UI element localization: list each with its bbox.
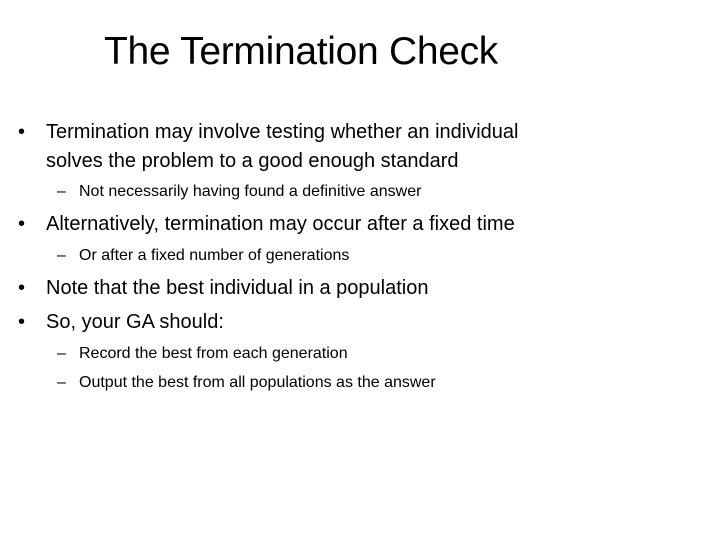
sub-bullet-item [57,245,350,267]
dash-marker: – [57,374,66,391]
bullet-text: Termination may involve testing whether an individual [46,121,519,143]
bullet-marker: • [18,213,26,235]
dash-marker: – [57,247,66,264]
bullet-item [18,274,429,303]
sub-bullet-text: Record the best from each generation [79,345,348,362]
bullet-marker: • [18,277,26,299]
bullet-item [18,118,519,147]
bullet-marker: • [18,311,26,333]
sub-bullet-item [57,343,348,365]
sub-bullet-text: Output the best from all populations as the answer [79,374,436,391]
sub-bullet-item [57,372,436,394]
dash-marker: – [57,183,66,200]
bullet-text: Note that the best individual in a population [46,277,429,299]
bullet-marker: • [18,121,26,143]
bullet-text: So, your GA should: [46,311,224,333]
slide-title: The Termination Check [104,30,499,73]
sub-bullet-item [57,181,422,203]
bullet-text: solves the problem to a good enough standard [46,150,459,172]
bullet-continuation [46,147,459,176]
bullet-item [18,308,224,337]
sub-bullet-text: Not necessarily having found a definitive answer [79,183,422,200]
sub-bullet-text: Or after a fixed number of generations [79,247,350,264]
bullet-item [18,210,515,239]
bullet-text: Alternatively, termination may occur after a fixed time [46,213,515,235]
dash-marker: – [57,345,66,362]
